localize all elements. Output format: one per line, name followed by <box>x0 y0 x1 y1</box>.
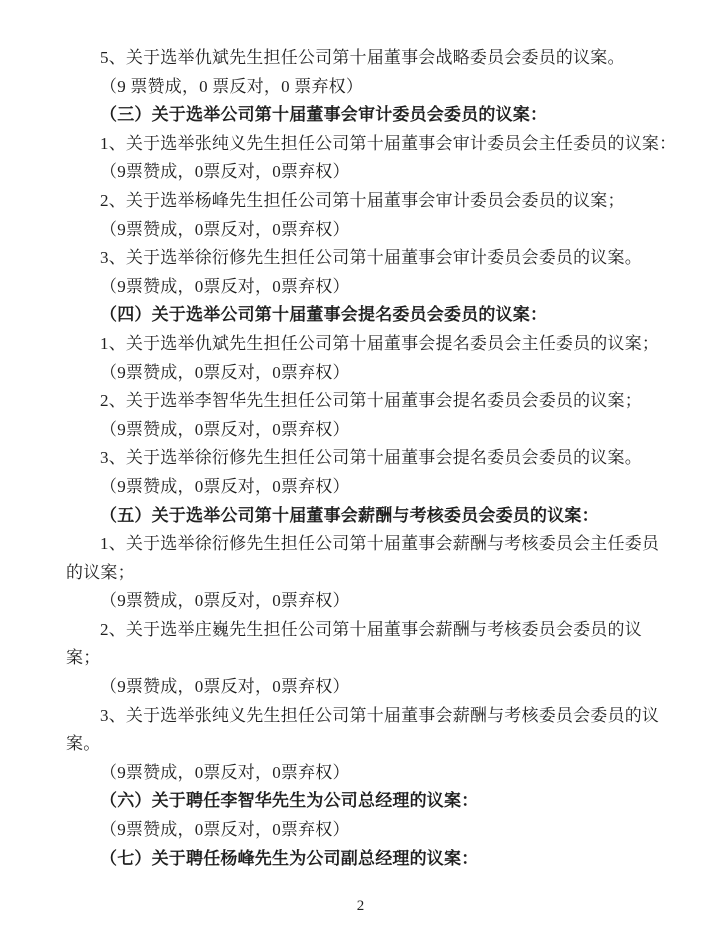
text-line: 3、关于选举徐衍修先生担任公司第十届董事会审计委员会委员的议案。 <box>100 248 642 268</box>
heading-line: （四）关于选举公司第十届董事会提名委员会委员的议案： <box>100 305 548 325</box>
text-line: （9票赞成，0票反对，0票弃权） <box>100 419 350 439</box>
text-line: （9票赞成，0票反对，0票弃权） <box>100 162 350 182</box>
document-body <box>66 44 677 873</box>
text-line: 3、关于选举张纯义先生担任公司第十届董事会薪酬与考核委员会委员的议 <box>100 705 660 725</box>
heading-line: （三）关于选举公司第十届董事会审计委员会委员的议案： <box>100 105 548 125</box>
page-number: 2 <box>356 898 365 914</box>
text-line: （9票赞成，0票反对，0票弃权） <box>100 762 350 782</box>
text-line: （9票赞成，0票反对，0票弃权） <box>100 219 350 239</box>
text-line: 案； <box>66 648 101 668</box>
page-footer <box>0 896 721 916</box>
text-line: 2、关于选举庄巍先生担任公司第十届董事会薪酬与考核委员会委员的议 <box>100 619 642 639</box>
text-line: （9票赞成，0票反对，0票弃权） <box>100 820 350 840</box>
text-line: （9票赞成，0票反对，0票弃权） <box>100 476 350 496</box>
text-line: 2、关于选举杨峰先生担任公司第十届董事会审计委员会委员的议案； <box>100 190 625 210</box>
text-line: （9票赞成，0票反对，0票弃权） <box>100 591 350 611</box>
text-line: （9票赞成，0票反对，0票弃权） <box>100 677 350 697</box>
heading-line: （六）关于聘任李智华先生为公司总经理的议案： <box>100 791 479 811</box>
text-line: 的议案； <box>66 562 135 582</box>
text-line: 1、关于选举徐衍修先生担任公司第十届董事会薪酬与考核委员会主任委员 <box>100 534 660 554</box>
heading-line: （七）关于聘任杨峰先生为公司副总经理的议案： <box>100 848 479 868</box>
text-line: 1、关于选举张纯义先生担任公司第十届董事会审计委员会主任委员的议案： <box>100 133 677 153</box>
text-line: 3、关于选举徐衍修先生担任公司第十届董事会提名委员会委员的议案。 <box>100 448 642 468</box>
text-line: 2、关于选举李智华先生担任公司第十届董事会提名委员会委员的议案； <box>100 391 642 411</box>
text-line: 案。 <box>66 734 101 754</box>
text-line: （9 票赞成，0 票反对，0 票弃权） <box>100 76 364 96</box>
text-line: 5、关于选举仇斌先生担任公司第十届董事会战略委员会委员的议案。 <box>100 48 625 67</box>
text-line: （9票赞成，0票反对，0票弃权） <box>100 362 350 382</box>
text-line: （9票赞成，0票反对，0票弃权） <box>100 276 350 296</box>
heading-line: （五）关于选举公司第十届董事会薪酬与考核委员会委员的议案： <box>100 505 599 525</box>
text-line: 1、关于选举仇斌先生担任公司第十届董事会提名委员会主任委员的议案； <box>100 333 660 353</box>
